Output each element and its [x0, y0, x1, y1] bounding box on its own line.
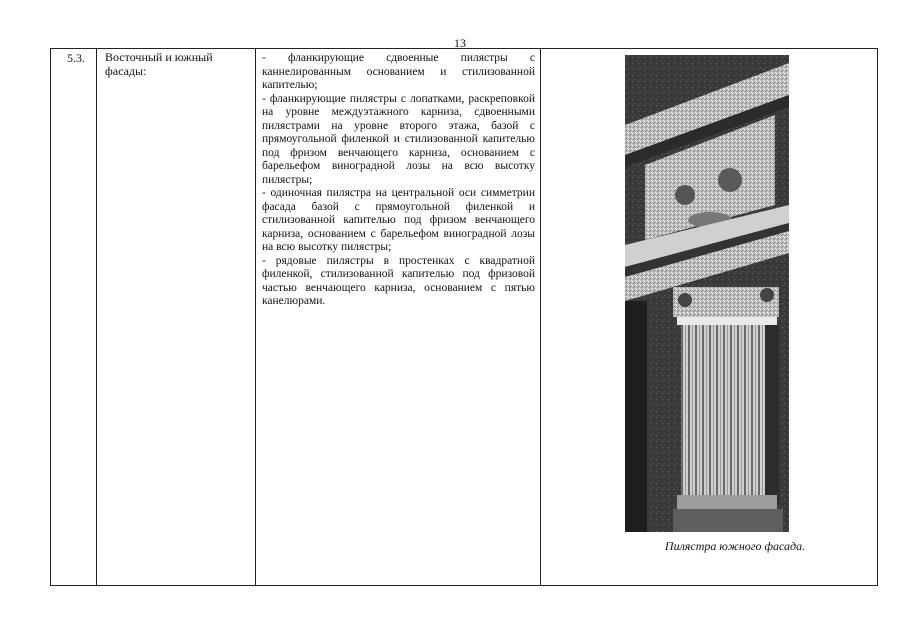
- list-item: - фланкирующие пилястры с лопатками, раскреповкой на уровне междуэтажного карниза, сдвоенными пилястрами на уровне второго этажа, базой с прямоугольной филенкой и стилизованной капителью под фризом венчающего карниза, основанием с барельефом виноградной лозы на всю высотку пилястры;: [262, 92, 535, 186]
- page-number: 13: [454, 36, 466, 50]
- list-item: - фланкирующие сдвоенные пилястры с каннелированным основанием и стилизованной капителью;: [262, 52, 535, 91]
- list-item: - одиночная пилястра на центральной оси симметрии фасада базой с прямоугольной филенкой и стилизованной капителью под фризом венчающего карниза, основанием с барельефом виноградной лозы на всю высотку пилястры;: [262, 187, 535, 253]
- table-divider: [255, 49, 256, 585]
- pilaster-photo: [625, 55, 789, 532]
- pilaster-photo-image: [625, 55, 789, 532]
- row-title: Восточный и южный фасады:: [105, 50, 213, 78]
- row-description: [262, 52, 535, 309]
- row-number: 5.3.: [67, 51, 85, 65]
- list-item: - рядовые пилястры в простенках с квадратной филенкой, стилизованной капителью под фризовой частью венчающего карниза, основанием с пятью канелюрами.: [262, 254, 535, 307]
- table-divider: [96, 49, 97, 585]
- monument-table: [50, 48, 878, 586]
- table-divider: [540, 49, 541, 585]
- photo-caption: Пилястра южного фасада.: [664, 539, 806, 553]
